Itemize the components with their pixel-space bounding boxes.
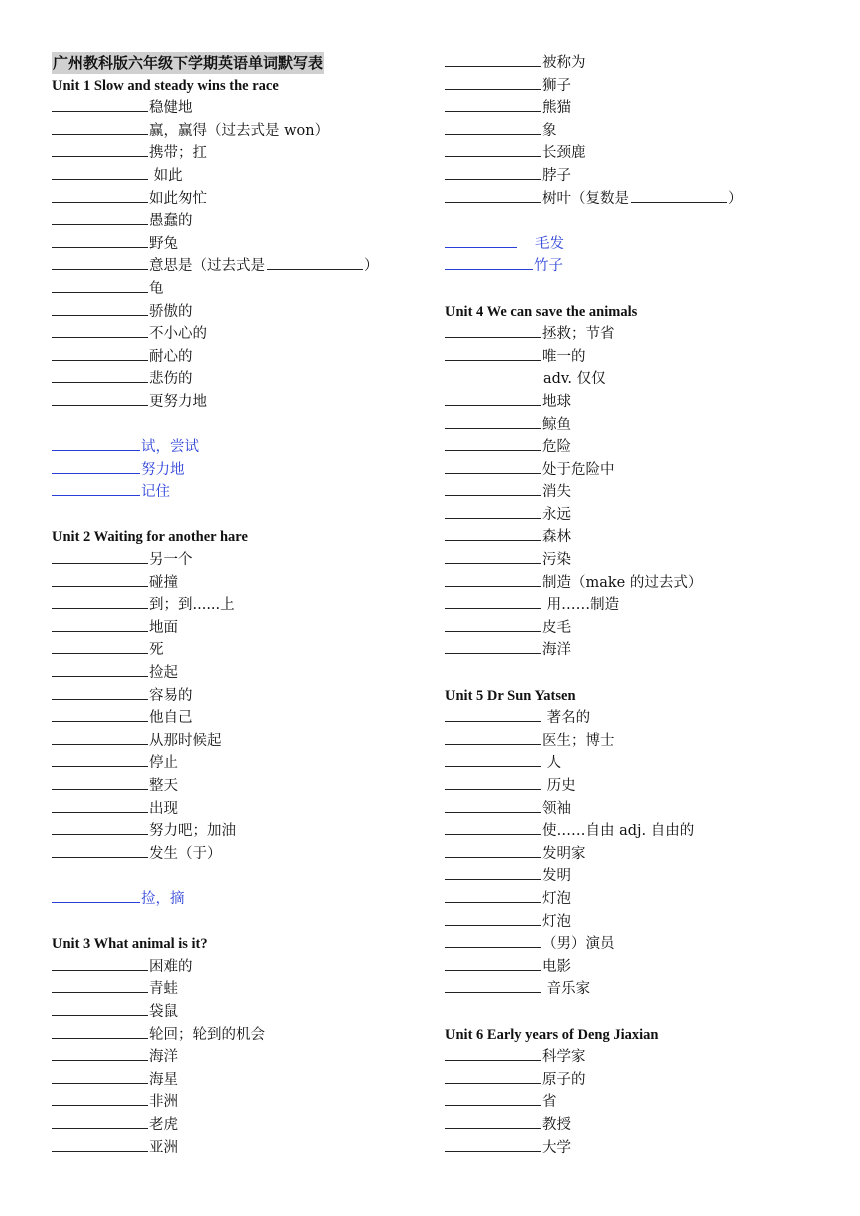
word-meaning: 老虎 — [149, 1116, 178, 1133]
word-meaning: 骄傲的 — [149, 303, 193, 320]
word-entry — [445, 1114, 825, 1137]
answer-blank[interactable] — [445, 97, 541, 112]
spacer — [445, 662, 825, 685]
answer-blank[interactable] — [445, 911, 541, 926]
answer-blank[interactable] — [52, 278, 148, 293]
answer-blank[interactable] — [52, 97, 148, 112]
answer-blank[interactable] — [52, 549, 148, 564]
word-meaning: 碰撞 — [149, 574, 178, 591]
word-meaning: 皮毛 — [542, 619, 571, 636]
word-meaning: 他自己 — [149, 710, 193, 727]
spacer — [52, 504, 432, 527]
word-entry — [445, 843, 825, 866]
word-entry — [445, 798, 825, 821]
right-word-list — [445, 52, 825, 1159]
answer-blank[interactable] — [445, 1114, 541, 1129]
answer-blank[interactable] — [52, 798, 148, 813]
answer-blank[interactable] — [445, 165, 541, 180]
word-meaning: 拯救；节省 — [542, 326, 615, 343]
word-meaning: 毛发 — [535, 235, 564, 252]
unit-heading: Unit 3 What animal is it? — [52, 936, 208, 953]
word-meaning: 使……自由 adj. 自由的 — [542, 823, 695, 840]
word-meaning: 处于危险中 — [542, 461, 615, 478]
word-entry — [52, 843, 432, 866]
word-entry — [52, 956, 432, 979]
word-entry — [445, 865, 825, 888]
answer-blank[interactable] — [445, 255, 533, 270]
word-entry — [52, 639, 432, 662]
answer-blank[interactable] — [52, 436, 140, 451]
answer-blank[interactable] — [52, 617, 148, 632]
unit-heading: Unit 6 Early years of Deng Jiaxian — [445, 1026, 659, 1043]
word-meaning: 医生；博士 — [542, 732, 615, 749]
answer-blank[interactable] — [445, 730, 541, 745]
word-entry — [52, 549, 432, 572]
word-meaning: 海星 — [149, 1071, 178, 1088]
word-entry — [52, 233, 432, 256]
answer-blank[interactable] — [445, 798, 541, 813]
answer-blank[interactable] — [52, 843, 148, 858]
word-meaning: 努力吧；加油 — [149, 823, 236, 840]
word-meaning: 袋鼠 — [149, 1003, 178, 1020]
spacer — [52, 865, 432, 888]
word-entry — [52, 142, 432, 165]
word-entry — [445, 956, 825, 979]
answer-blank[interactable] — [52, 956, 148, 971]
word-entry — [445, 436, 825, 459]
word-meaning: 停止 — [149, 755, 178, 772]
word-meaning: 出现 — [149, 800, 178, 817]
closing-paren: ） — [364, 258, 379, 275]
word-meaning: 捡起 — [149, 665, 178, 682]
word-meaning: 用……制造 — [542, 597, 620, 614]
word-meaning: 电影 — [542, 958, 571, 975]
answer-blank[interactable] — [445, 572, 541, 587]
word-entry — [52, 301, 432, 324]
answer-blank[interactable] — [445, 594, 541, 609]
answer-blank[interactable] — [445, 526, 541, 541]
word-meaning: 非洲 — [149, 1094, 178, 1111]
title-row — [52, 52, 432, 75]
word-entry — [445, 775, 825, 798]
word-entry — [52, 1137, 432, 1160]
word-entry — [52, 188, 432, 211]
word-meaning: 青蛙 — [149, 981, 178, 998]
word-meaning: 狮子 — [542, 77, 571, 94]
word-entry — [445, 481, 825, 504]
word-entry — [52, 978, 432, 1001]
word-meaning: 树叶（复数是 — [542, 190, 629, 207]
answer-blank[interactable] — [445, 865, 541, 880]
word-entry — [445, 346, 825, 369]
answer-blank[interactable] — [52, 233, 148, 248]
word-meaning: （男）演员 — [542, 936, 615, 953]
answer-blank[interactable] — [445, 75, 541, 90]
word-entry — [52, 210, 432, 233]
answer-blank[interactable] — [445, 888, 541, 903]
answer-blank[interactable] — [445, 414, 541, 429]
word-meaning: 音乐家 — [542, 981, 591, 998]
answer-blank[interactable] — [445, 549, 541, 564]
answer-blank[interactable] — [445, 323, 541, 338]
answer-blank[interactable] — [52, 572, 148, 587]
word-meaning: 领袖 — [542, 800, 571, 817]
word-meaning: 教授 — [542, 1116, 571, 1133]
answer-blank[interactable] — [52, 142, 148, 157]
word-meaning: 地面 — [149, 619, 178, 636]
word-entry — [445, 888, 825, 911]
answer-blank[interactable] — [445, 1046, 541, 1061]
extra-word-entry — [52, 459, 432, 482]
word-meaning: 污染 — [542, 552, 571, 569]
left-column — [52, 52, 432, 1159]
answer-blank[interactable] — [445, 391, 541, 406]
spacer — [52, 911, 432, 934]
word-entry — [52, 165, 432, 188]
word-entry — [445, 978, 825, 1001]
word-meaning: 历史 — [542, 778, 576, 794]
word-meaning: 海洋 — [149, 1049, 178, 1066]
word-meaning: adv. 仅仅 — [543, 371, 606, 388]
word-meaning: 轮回；轮到的机会 — [149, 1026, 265, 1043]
answer-blank[interactable] — [52, 255, 148, 270]
word-meaning: 整天 — [149, 778, 178, 794]
word-meaning: 地球 — [542, 393, 571, 410]
word-entry — [52, 278, 432, 301]
spacer — [445, 1001, 825, 1024]
word-meaning: 从那时候起 — [149, 732, 222, 749]
word-meaning: 更努力地 — [149, 393, 207, 410]
word-meaning: 耐心的 — [149, 348, 193, 365]
word-meaning: 灯泡 — [542, 890, 571, 907]
closing-paren: ） — [728, 190, 743, 207]
word-meaning: 努力地 — [141, 461, 185, 478]
word-entry — [52, 820, 432, 843]
answer-blank[interactable] — [445, 933, 541, 948]
answer-blank[interactable] — [445, 52, 541, 67]
word-entry — [52, 1001, 432, 1024]
word-meaning: 消失 — [542, 484, 571, 501]
answer-blank[interactable] — [52, 481, 140, 496]
word-entry — [52, 97, 432, 120]
answer-blank[interactable] — [445, 820, 541, 835]
answer-blank[interactable] — [445, 1069, 541, 1084]
answer-blank[interactable] — [52, 752, 148, 767]
word-entry — [445, 459, 825, 482]
answer-blank[interactable] — [445, 1137, 541, 1152]
word-meaning: 试，尝试 — [141, 439, 199, 456]
word-meaning: 悲伤的 — [149, 371, 193, 388]
word-entry — [445, 730, 825, 753]
word-meaning: 死 — [149, 642, 164, 659]
word-entry — [445, 933, 825, 956]
answer-blank[interactable] — [52, 1001, 148, 1016]
answer-blank[interactable] — [445, 120, 541, 135]
word-entry — [52, 752, 432, 775]
word-meaning: 赢，赢得（过去式是 won） — [149, 122, 330, 139]
word-meaning: 省 — [542, 1094, 557, 1111]
spacer — [445, 278, 825, 301]
answer-blank[interactable] — [445, 504, 541, 519]
answer-blank[interactable] — [52, 1114, 148, 1129]
extra-word-entry — [445, 233, 825, 256]
word-entry — [445, 526, 825, 549]
word-meaning: 鲸鱼 — [542, 416, 571, 433]
word-entry — [445, 97, 825, 120]
word-meaning: 野兔 — [149, 235, 178, 252]
answer-blank[interactable] — [445, 639, 541, 654]
answer-blank[interactable] — [445, 752, 541, 767]
word-entry — [445, 142, 825, 165]
word-meaning: 象 — [542, 122, 557, 139]
answer-blank[interactable] — [52, 165, 148, 180]
word-meaning: 另一个 — [149, 552, 193, 569]
word-meaning: 亚洲 — [149, 1139, 178, 1156]
word-meaning: 灯泡 — [542, 913, 571, 930]
answer-blank[interactable] — [52, 685, 148, 700]
extra-word-entry — [52, 481, 432, 504]
word-meaning: 熊猫 — [542, 100, 571, 117]
right-column — [445, 52, 825, 1159]
word-meaning: 大学 — [542, 1139, 571, 1156]
word-entry — [445, 188, 825, 211]
answer-blank[interactable] — [445, 459, 541, 474]
answer-blank[interactable] — [52, 120, 148, 135]
word-entry — [445, 1137, 825, 1160]
word-entry — [52, 730, 432, 753]
answer-blank[interactable] — [445, 617, 541, 632]
word-meaning: 不小心的 — [149, 326, 207, 343]
word-entry — [445, 820, 825, 843]
word-meaning: 愚蠢的 — [149, 213, 193, 230]
word-entry — [52, 662, 432, 685]
answer-blank[interactable] — [267, 255, 363, 270]
answer-blank[interactable] — [52, 301, 148, 316]
word-meaning: 原子的 — [542, 1071, 586, 1088]
word-entry — [52, 798, 432, 821]
answer-blank[interactable] — [52, 188, 148, 203]
word-meaning: 脖子 — [542, 167, 571, 184]
word-meaning: 发明 — [542, 868, 571, 885]
word-entry — [52, 391, 432, 414]
answer-blank[interactable] — [445, 1091, 541, 1106]
answer-blank[interactable] — [52, 707, 148, 722]
word-meaning: 森林 — [542, 529, 571, 546]
word-meaning: 困难的 — [149, 958, 193, 975]
word-meaning: 记住 — [141, 484, 170, 501]
word-entry — [52, 346, 432, 369]
word-meaning: 永远 — [542, 506, 571, 523]
word-entry — [445, 549, 825, 572]
answer-blank[interactable] — [52, 391, 148, 406]
answer-blank[interactable] — [445, 978, 541, 993]
word-entry — [445, 707, 825, 730]
word-entry — [52, 572, 432, 595]
word-meaning: 携带；扛 — [149, 145, 207, 162]
word-meaning: 意思是（过去式是 — [149, 258, 265, 275]
word-entry — [52, 1024, 432, 1047]
unit-heading: Unit 1 Slow and steady wins the race — [52, 77, 279, 94]
word-entry — [52, 707, 432, 730]
word-entry — [445, 368, 825, 391]
unit-heading: Unit 5 Dr Sun Yatsen — [445, 687, 576, 704]
answer-blank[interactable] — [445, 775, 541, 790]
spacer — [52, 414, 432, 437]
word-entry — [52, 1069, 432, 1092]
word-entry — [52, 594, 432, 617]
word-meaning: 制造（make 的过去式） — [542, 574, 703, 591]
answer-blank[interactable] — [52, 346, 148, 361]
word-meaning: 稳健地 — [149, 100, 193, 117]
answer-blank[interactable] — [52, 210, 148, 225]
word-entry — [445, 1069, 825, 1092]
word-entry — [52, 368, 432, 391]
word-entry — [52, 685, 432, 708]
answer-blank[interactable] — [52, 594, 148, 609]
answer-blank[interactable] — [631, 188, 727, 203]
spacer — [445, 210, 825, 233]
word-entry — [445, 504, 825, 527]
word-entry — [445, 414, 825, 437]
word-entry — [445, 75, 825, 98]
word-meaning: 竹子 — [534, 258, 563, 275]
word-entry — [445, 752, 825, 775]
answer-blank[interactable] — [52, 368, 148, 383]
word-entry — [445, 52, 825, 75]
word-meaning: 容易的 — [149, 687, 193, 704]
word-meaning: 被称为 — [542, 55, 586, 71]
answer-blank[interactable] — [52, 323, 148, 338]
word-meaning: 海洋 — [542, 642, 571, 659]
answer-blank[interactable] — [445, 707, 541, 722]
word-meaning: 如此 — [149, 167, 183, 184]
answer-blank[interactable] — [52, 775, 148, 790]
word-entry — [52, 1114, 432, 1137]
word-entry — [445, 639, 825, 662]
word-meaning: 如此匆忙 — [149, 190, 207, 207]
answer-blank[interactable] — [52, 820, 148, 835]
answer-blank[interactable] — [52, 1069, 148, 1084]
word-meaning: 人 — [542, 755, 562, 772]
word-meaning: 发生（于） — [149, 845, 222, 862]
word-entry — [52, 1091, 432, 1114]
answer-blank[interactable] — [52, 1046, 148, 1061]
page-title: 广州教科版六年级下学期英语单词默写表 — [53, 54, 324, 72]
answer-blank[interactable] — [52, 978, 148, 993]
word-entry — [52, 255, 432, 278]
extra-word-entry — [52, 436, 432, 459]
extra-word-entry — [445, 255, 825, 278]
word-meaning: 发明家 — [542, 845, 586, 862]
answer-blank[interactable] — [445, 346, 541, 361]
answer-blank[interactable] — [52, 1091, 148, 1106]
word-entry — [52, 1046, 432, 1069]
answer-blank[interactable] — [445, 436, 541, 451]
answer-blank[interactable] — [445, 481, 541, 496]
unit-heading: Unit 4 We can save the animals — [445, 303, 638, 320]
unit-heading: Unit 2 Waiting for another hare — [52, 529, 248, 546]
word-meaning: 著名的 — [542, 710, 591, 727]
word-entry — [52, 323, 432, 346]
answer-blank[interactable] — [52, 459, 140, 474]
word-entry — [445, 1091, 825, 1114]
word-meaning: 危险 — [542, 439, 571, 456]
answer-blank[interactable] — [52, 1024, 148, 1039]
word-entry — [52, 617, 432, 640]
answer-blank[interactable] — [445, 142, 541, 157]
word-meaning: 到；到......上 — [149, 597, 235, 614]
answer-blank[interactable] — [445, 956, 541, 971]
answer-blank[interactable] — [52, 730, 148, 745]
word-entry — [52, 775, 432, 798]
word-meaning: 捡，摘 — [141, 890, 185, 907]
answer-blank[interactable] — [445, 843, 541, 858]
word-meaning: 科学家 — [542, 1049, 586, 1066]
word-entry — [445, 617, 825, 640]
extra-word-entry — [52, 888, 432, 911]
word-entry — [445, 572, 825, 595]
answer-blank[interactable] — [445, 188, 541, 203]
answer-blank[interactable] — [52, 1137, 148, 1152]
left-word-list — [52, 75, 432, 1160]
word-entry — [445, 911, 825, 934]
word-entry — [445, 594, 825, 617]
word-entry — [52, 120, 432, 143]
word-entry — [445, 120, 825, 143]
word-meaning: 龟 — [149, 280, 164, 297]
answer-blank[interactable] — [52, 888, 140, 903]
answer-blank[interactable] — [52, 662, 148, 677]
word-entry — [445, 165, 825, 188]
word-meaning: 长颈鹿 — [542, 145, 586, 162]
answer-blank[interactable] — [445, 233, 517, 248]
answer-blank[interactable] — [52, 639, 148, 654]
word-meaning: 唯一的 — [542, 348, 586, 365]
word-entry — [445, 323, 825, 346]
word-entry — [445, 1046, 825, 1069]
word-entry — [445, 391, 825, 414]
